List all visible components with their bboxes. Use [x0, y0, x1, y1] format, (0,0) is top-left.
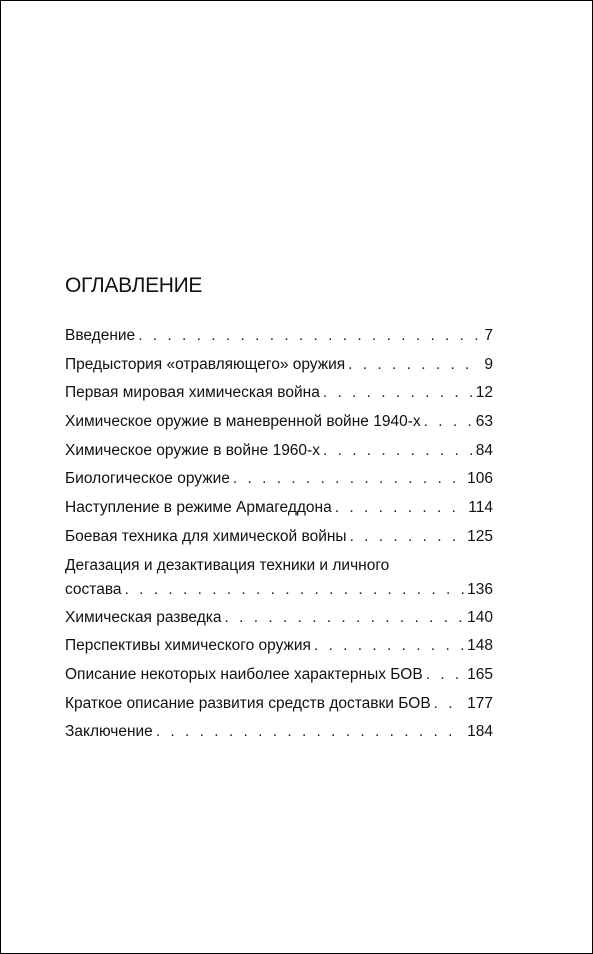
dot-leader	[233, 465, 464, 494]
toc-entry-title: Перспективы химического оружия	[65, 637, 311, 655]
toc-entry-page: 125	[467, 527, 493, 545]
toc-entry-page: 136	[467, 580, 493, 598]
dot-leader	[156, 718, 464, 747]
toc-entry-delivery	[65, 690, 493, 719]
dot-leader	[426, 661, 464, 690]
toc-entry-title: Биологическое оружие	[65, 470, 230, 488]
toc-entry-decontamination	[65, 552, 493, 604]
toc-entry-title: Первая мировая химическая война	[65, 384, 320, 402]
dot-leader	[323, 379, 473, 408]
toc-entry-page: 9	[484, 355, 493, 373]
toc-entry-equipment	[65, 523, 493, 552]
toc-entry-title: Заключение	[65, 723, 153, 741]
dot-leader	[335, 494, 466, 523]
toc-entry-title: Химическая разведка	[65, 608, 222, 626]
toc-entry-page: 63	[475, 413, 493, 431]
toc-entry-biological	[65, 465, 493, 494]
toc-entry-title: Краткое описание развития средств доставки БОВ	[65, 694, 431, 712]
toc-entry-page: 177	[467, 694, 493, 712]
dot-leader	[424, 408, 473, 437]
dot-leader	[225, 604, 465, 633]
toc-entry-page: 140	[467, 608, 493, 626]
toc-entry-prehistory	[65, 351, 493, 380]
toc-entry-armageddon	[65, 494, 493, 523]
dot-leader	[350, 523, 465, 552]
dot-leader	[434, 690, 464, 719]
toc-entry-title: Боевая техника для химической войны	[65, 527, 347, 545]
toc-entry-conclusion	[65, 718, 493, 747]
dot-leader	[348, 351, 481, 380]
toc-entry-introduction	[65, 322, 493, 351]
toc-entry-title: Предыстория «отравляющего» оружия	[65, 355, 346, 373]
toc-entry-1960s	[65, 437, 493, 466]
toc-entry-1940s	[65, 408, 493, 437]
toc-entry-title: Химическое оружие в войне 1960-х	[65, 441, 320, 459]
toc-entry-page: 148	[467, 637, 493, 655]
dot-leader	[323, 437, 473, 466]
toc-entry-reconnaissance	[65, 604, 493, 633]
toc-entry-ww1	[65, 379, 493, 408]
table-of-contents	[65, 322, 493, 747]
toc-entry-agents	[65, 661, 493, 690]
dot-leader	[314, 632, 464, 661]
toc-entry-prospects	[65, 632, 493, 661]
toc-entry-title: Наступление в режиме Армагеддона	[65, 499, 332, 517]
toc-entry-page: 165	[467, 665, 493, 683]
toc-entry-title-line1: Дегазация и дезактивация техники и личного	[65, 556, 390, 574]
toc-entry-title: Описание некоторых наиболее характерных БОВ	[65, 665, 423, 683]
dot-leader	[125, 576, 465, 605]
toc-entry-title: Введение	[65, 327, 136, 344]
toc-entry-page: 7	[484, 327, 493, 344]
dot-leader	[138, 322, 481, 351]
toc-heading: ОГЛАВЛЕНИЕ	[65, 274, 203, 297]
toc-entry-page: 12	[475, 384, 493, 402]
toc-entry-page: 84	[475, 441, 493, 459]
toc-entry-page: 114	[468, 499, 493, 517]
toc-entry-page: 184	[467, 723, 493, 741]
toc-entry-title: Химическое оружие в маневренной войне 1940-х	[65, 413, 421, 431]
toc-entry-title-line2: состава	[65, 580, 122, 598]
toc-entry-page: 106	[467, 470, 493, 488]
